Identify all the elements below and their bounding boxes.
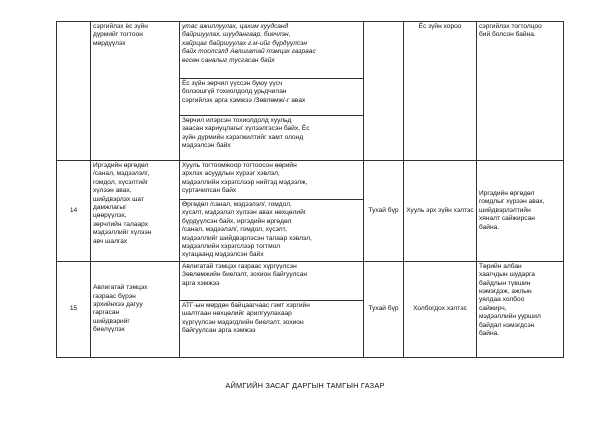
result-cell: Иргэдийн өргөдөл гомдлыг хүрээн авах, шийдвэрлэлтийн хяналт сайжирсан байна. xyxy=(477,161,564,262)
task-cell: Авлигатай тэмцэх газраас бүрэн эрхийнхээ дагуу гаргасан шийдвэрийг биелүүлэх xyxy=(91,261,180,357)
task-cell: Иргэдийн өргөдөл /санал, мэдээлэл/, гомдол, хүсэлтийг хүлээн авах, шийдвэрлэх шат дамжлагыг цөөрүүлэх, зөрчлийн талаарх мэдээллийг хүлээн авч шалгах xyxy=(91,161,180,262)
task-cell: сэргийлэх ёс зүйн дүрмийг тогтоон мөрдүүлэх xyxy=(91,22,180,161)
result-cell: сэргийлэх тогтолцоо бий болсон байна. xyxy=(477,22,564,161)
result-cell: Төрийн албан хаагчдын шударга байдлын түвшин нэмэгдэж, ажлын уялдаа холбоо сайжирч, мэдээллийн ууршил байдал нэмэгдсэн байна. xyxy=(477,261,564,357)
row-number: 14 xyxy=(57,161,91,262)
responsible-cell: Тухай бүр xyxy=(364,261,404,357)
row-number: 15 xyxy=(57,261,91,357)
table-row xyxy=(57,22,564,161)
unit-cell: Ёс зүйн хороо xyxy=(404,22,477,161)
unit-cell: Холбогдох хэлтэс xyxy=(404,261,477,357)
measures-cell xyxy=(180,22,364,161)
measures-cell xyxy=(180,161,364,262)
measure-item: утас ажиллуулах, цахим хуудсанд байршуулах, шуудангаар, биечлэн, хайрцаг байршуулах г.м-ийг бүрдүүлсэн байх тоолсэлд Авлигатай тэмцэх газраас өгсөн саналыг тусгасан байх xyxy=(180,22,363,79)
responsible-cell xyxy=(364,22,404,161)
table-row xyxy=(57,161,564,262)
measure-item: Өргөдөл /санал, мэдээлэл/, гомдол, хүсэлт, мэдээлэл хүлээн авах нөхцөлийг бүрдүүлсэн байх, иргэдийн өргөдөл /санал, мэдээлэл/, гомдол, хүсэлт, мэдээллийг шийдвэрлэсэн талаар хэвлэл, мэдээллийн хэрэгслээр тогтмол хүгацаанд мэдээлсэн байх xyxy=(182,201,312,259)
measures-cell xyxy=(180,261,364,357)
measure-item: АТГ-ын мөрдөн байцаагчаас гэмт хэргийн шалтгаан нөхцөлийг арилгуулахаар хүргүүлсэн мэдэгдлийн биелэлт, зохион байгуулсан арга хэмжээ xyxy=(182,301,310,335)
measure-item: Авлигатай тэмцэх газраас хүргүүлсэн Зөвлөмжийн биелэлт, зохион байгуулсан арга хэмжээ xyxy=(180,262,363,301)
measure-item: Ёс зүйн зөрчил үүссэн буюу үүсч болзошгүй тохиолдолд урьдчилан сэргийлэх арга хэмжээ /Зөвлөмж/-г авах xyxy=(180,79,363,116)
organization-footer: АЙМГИЙН ЗАСАГ ДАРГЫН ТАМГЫН ГАЗАР xyxy=(225,381,385,390)
unit-cell: Хууль эрх зүйн хэлтэс xyxy=(404,161,477,262)
table-row xyxy=(57,261,564,357)
measure-item: Хууль тогтоомжоор тогтоосон өөрийн эрхлэх асуудлын хүрээг хэвлэл, мэдээллийн хэрэгслээр нийтэд мэдээлж, суртачилсан байх xyxy=(180,161,363,200)
row-number xyxy=(57,22,91,161)
measure-item: Зөрчил илэрсэн тохиолдолд хуульд заасан хариуцлагыг хүлээлгэсэн байх, Ёс зүйн дүрмийн хэрэгжилтийг хамт олонд мэдээлсэн байх xyxy=(182,117,310,150)
responsible-cell: Тухай бүр xyxy=(364,161,404,262)
plan-table xyxy=(56,21,564,358)
